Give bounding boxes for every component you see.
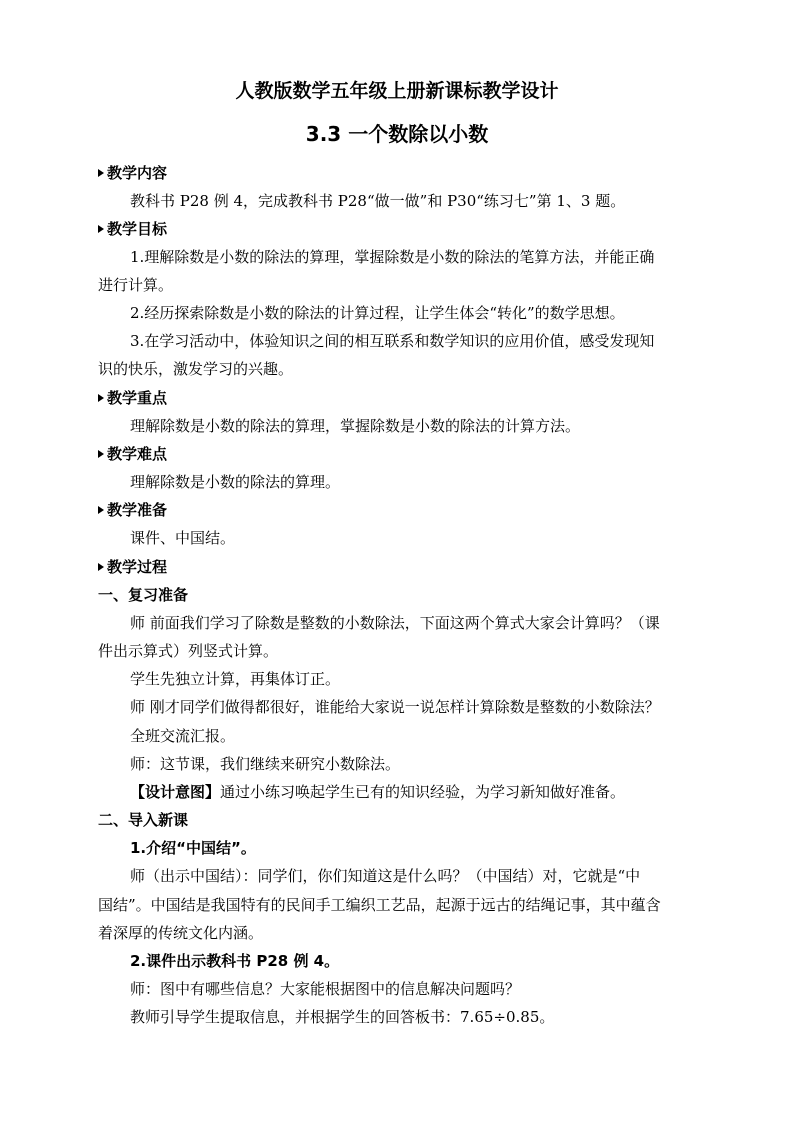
sub-item-2: 2.课件出示教科书 P28 例 4。	[130, 952, 340, 970]
paragraph-difficulty: 理解除数是小数的除法的算理。	[130, 473, 341, 491]
paragraph-intro-line-2: 国结”。中国结是我国特有的民间手工编织工艺品，起源于远古的结绳记事，其中蕴含	[98, 896, 661, 914]
section-heading-process	[98, 556, 698, 578]
document-title: 人教版数学五年级上册新课标教学设计	[235, 80, 559, 102]
goal-1-line-2: 进行计算。	[98, 276, 174, 294]
paragraph-content: 教科书 P28 例 4，完成教科书 P28“做一做”和 P30“练习七”第 1、3 题。	[130, 192, 626, 210]
subsection-introduction: 二、导入新课	[98, 811, 189, 829]
triangle-bullet-icon	[98, 450, 104, 458]
paragraph-intro-line-3: 着深厚的传统文化内涵。	[98, 924, 264, 942]
design-intent-label: 【设计意图】	[130, 783, 221, 801]
design-intent-text: 通过小练习唤起学生已有的知识经验，为学习新知做好准备。	[220, 783, 626, 801]
section-heading-goals	[98, 218, 698, 240]
paragraph-review-1-line-1: 师 前面我们学习了除数是整数的小数除法，下面这两个算式大家会计算吗？（课	[130, 614, 660, 632]
goal-1-line-1: 1.理解除数是小数的除法的算理，掌握除数是小数的除法的笔算方法，并能正确	[130, 248, 655, 266]
section-heading-difficulty	[98, 443, 698, 465]
triangle-bullet-icon	[98, 563, 104, 571]
paragraph-question: 师：图中有哪些信息？大家能根据图中的信息解决问题吗？	[130, 980, 521, 998]
heading-label: 教学重点	[107, 389, 168, 407]
heading-label: 教学准备	[107, 501, 168, 519]
paragraph-review-2: 学生先独立计算，再集体订正。	[130, 670, 341, 688]
heading-label: 教学难点	[107, 445, 168, 463]
triangle-bullet-icon	[98, 225, 104, 233]
triangle-bullet-icon	[98, 169, 104, 177]
lesson-title: 3.3 一个数除以小数	[305, 122, 489, 146]
section-heading-content	[98, 162, 698, 184]
goal-2: 2.经历探索除数是小数的除法的计算过程，让学生体会“转化”的数学思想。	[130, 304, 625, 322]
goal-3-line-1: 3.在学习活动中，体验知识之间的相互联系和数学知识的应用价值，感受发现知	[130, 332, 655, 350]
heading-label: 教学内容	[107, 164, 168, 182]
paragraph-key: 理解除数是小数的除法的算理，掌握除数是小数的除法的计算方法。	[130, 417, 581, 435]
paragraph-intro-line-1: 师（出示中国结）：同学们，你们知道这是什么吗？（中国结）对，它就是“中	[130, 867, 641, 885]
section-heading-key	[98, 387, 698, 409]
paragraph-board-writing: 教师引导学生提取信息，并根据学生的回答板书：7.65÷0.85。	[130, 1008, 555, 1026]
paragraph-review-1-line-2: 件出示算式）列竖式计算。	[98, 642, 279, 660]
section-heading-preparation	[98, 499, 698, 521]
subsection-review: 一、复习准备	[98, 586, 189, 604]
heading-label: 教学过程	[107, 558, 168, 576]
goal-3-line-2: 识的快乐，激发学习的兴趣。	[98, 360, 294, 378]
heading-label: 教学目标	[107, 220, 168, 238]
paragraph-design-intent	[130, 781, 730, 803]
paragraph-review-3: 师 刚才同学们做得都很好，谁能给大家说一说怎样计算除数是整数的小数除法？	[130, 698, 660, 716]
sub-item-1: 1.介绍“中国结”。	[130, 839, 256, 857]
triangle-bullet-icon	[98, 394, 104, 402]
paragraph-review-4: 全班交流汇报。	[130, 727, 236, 745]
paragraph-review-5: 师：这节课，我们继续来研究小数除法。	[130, 755, 401, 773]
paragraph-preparation: 课件、中国结。	[130, 529, 236, 547]
triangle-bullet-icon	[98, 506, 104, 514]
